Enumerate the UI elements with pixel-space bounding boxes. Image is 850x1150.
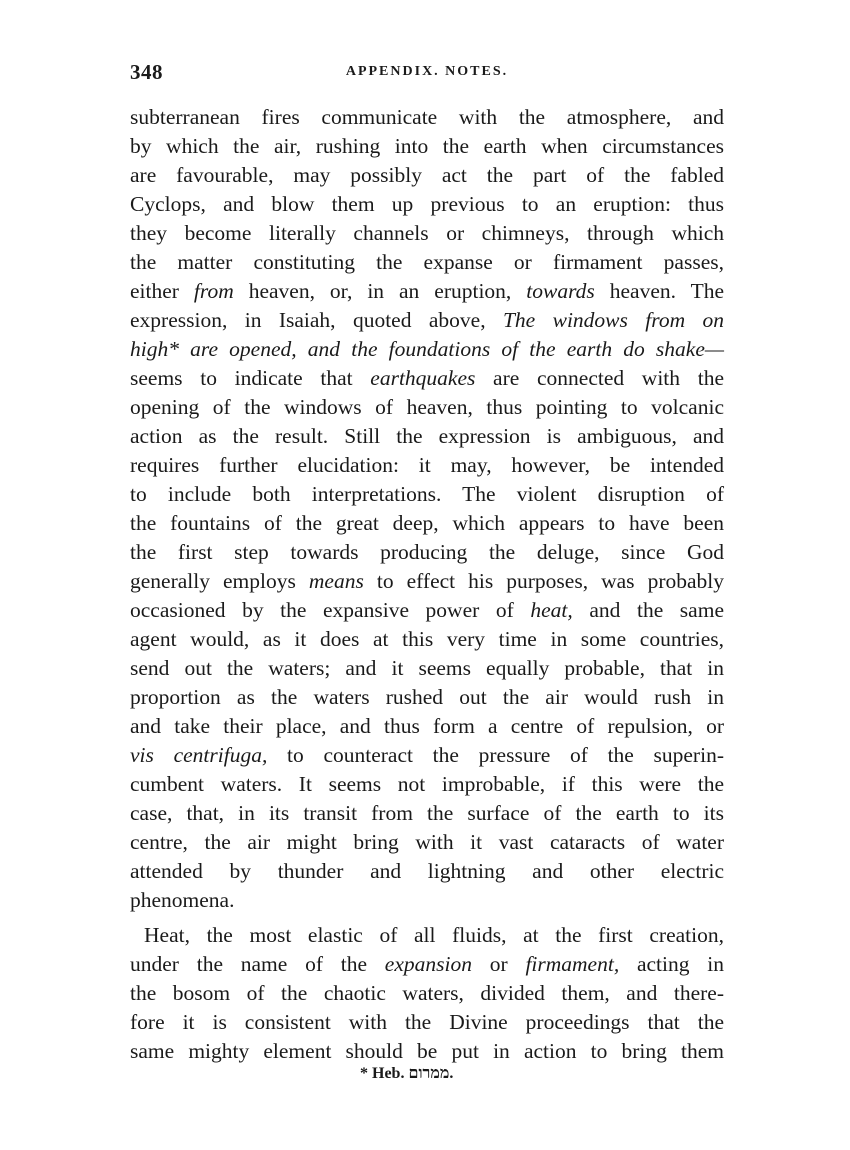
page-number: 348 (130, 60, 163, 84)
text-line: they become literally channels or chimneys, through which (130, 221, 724, 245)
text-line: to include both interpretations. The violent disruption of (130, 482, 724, 506)
footnote (360, 1063, 453, 1083)
text-line: cumbent waters. It seems not improbable, if this were the (130, 772, 724, 796)
text-line: and take their place, and thus form a centre of repulsion, or (130, 714, 724, 738)
text-line: by which the air, rushing into the earth when circumstances (130, 134, 724, 158)
footnote-marker: * Heb. (360, 1065, 409, 1082)
footnote-hebrew-word: ממרום (408, 1063, 450, 1082)
text-line: are favourable, may possibly act the part of the fabled (130, 163, 724, 187)
text-line: either from heaven, or, in an eruption, towards heaven. The (130, 279, 725, 303)
text-line: the fountains of the great deep, which appears to have been (130, 511, 724, 535)
text-line: expression, in Isaiah, quoted above, The windows from on (130, 308, 724, 332)
text-line: centre, the air might bring with it vast cataracts of water (130, 830, 724, 854)
text-line: seems to indicate that earthquakes are connected with the (130, 366, 724, 390)
text-line: the first step towards producing the deluge, since God (130, 540, 724, 564)
text-line: under the name of the expansion or firmament, acting in (130, 952, 724, 976)
text-line: agent would, as it does at this very time in some countries, (130, 627, 724, 651)
running-title: APPENDIX. NOTES. (345, 64, 509, 79)
text-line: same mighty element should be put in action to bring them (130, 1039, 724, 1063)
text-line: proportion as the waters rushed out the air would rush in (130, 685, 724, 709)
paragraph-2 (130, 921, 724, 1066)
footnote-period: . (449, 1065, 454, 1082)
text-line: Heat, the most elastic of all fluids, at the first creation, (144, 923, 724, 947)
text-line: Cyclops, and blow them up previous to an eruption: thus (130, 192, 724, 216)
text-line: the matter constituting the expanse or firmament passes, (130, 250, 724, 274)
text-line: requires further elucidation: it may, however, be intended (130, 453, 724, 477)
text-line: send out the waters; and it seems equally probable, that in (130, 656, 724, 680)
running-head (130, 60, 724, 90)
text-line: subterranean fires communicate with the atmosphere, and (130, 105, 724, 129)
text-line: attended by thunder and lightning and other electric (130, 859, 724, 883)
text-line: action as the result. Still the expression is ambiguous, and (130, 424, 724, 448)
text-line: vis centrifuga, to counteract the pressure of the superin- (130, 743, 724, 767)
text-line: case, that, in its transit from the surface of the earth to its (130, 801, 724, 825)
text-line: occasioned by the expansive power of heat, and the same (130, 598, 724, 622)
body-text (130, 103, 724, 1066)
text-line: high* are opened, and the foundations of the earth do shake— (130, 337, 724, 361)
text-line: opening of the windows of heaven, thus pointing to volcanic (130, 395, 724, 419)
text-line: the bosom of the chaotic waters, divided them, and there- (130, 981, 724, 1005)
text-line: phenomena. (130, 888, 235, 912)
paragraph-1 (130, 103, 724, 915)
text-line: generally employs means to effect his purposes, was probably (130, 569, 724, 593)
text-line: fore it is consistent with the Divine proceedings that the (130, 1010, 724, 1034)
